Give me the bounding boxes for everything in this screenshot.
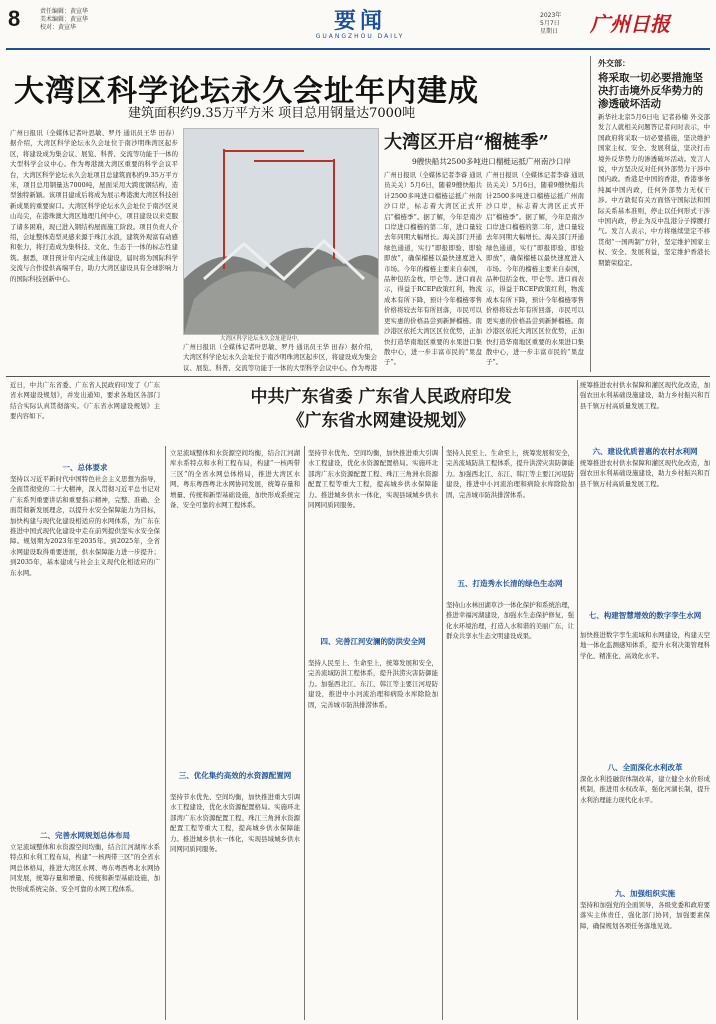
policy-section-body: 立足流域整体和水资源空间均衡，结合江河湖库水系特点和水利工程布局，构建“一核两带三区”的全省水网总体格局，推进大湾区水网、粤东粤西粤北水网协同发展，统筹存量和增量、传统和新型基础设施，加快形成系统完备、安全可靠的水网工程体系。 [10,843,160,893]
policy-section-body: 坚持节水优先、空间均衡，加快推进重大引调水工程建设，优化水资源配置格局。实施环北部湾广东水资源配置工程、珠江三角洲水资源配置工程等重大工程，提高城乡供水保障能力。推进城乡供水一体化，实现县域城乡供水同网同质同服务。 [308,449,438,510]
column-divider [442,446,443,1020]
policy-section-body: 坚持人民至上、生命至上，统筹发展和安全，完善流域防洪工程体系，提升洪涝灾害防御能力。加强西北江、东江、韩江等主要江河堤防建设，推进中小河流治理和病险水库除险加固，完善城市防洪排涝体系。 [308,659,438,709]
policy-section-title: 八、全面深化水利改革 [607,763,683,772]
column-divider [304,446,305,1020]
policy-section-body: 加快推进数字孪生流域和水网建设，构建天空地一体化监测感知体系，提升水利决策管理科学化、精准化、高效化水平。 [580,631,710,660]
policy-section-title: 四、完善江河安澜的防洪安全网 [320,637,426,646]
date-block [540,12,561,36]
newspaper-logo: 广州日报 [590,12,670,36]
policy-section-body: 坚持人民至上、生命至上，统筹发展和安全，完善流域防洪工程体系，提升洪涝灾害防御能力。加强西北江、东江、韩江等主要江河堤防建设，推进中小河流治理和病险水库除险加固，完善城市防洪排涝体系。 [446,449,574,499]
policy-section-body: 坚持山水林田湖草沙一体化保护和系统治理，推进幸福河湖建设，加强水生态保护修复，强化水环境治理，打造人水和谐的美丽广东，让群众共享水生态文明建设成果。 [446,601,574,641]
policy-section-title: 九、加强组织实施 [615,889,675,898]
date-line: 星期日 [540,28,559,35]
editor-line: 责任编辑：黄宣华 [40,8,89,15]
policy-headline-2: 《广东省水网建设规划》 [287,411,475,431]
policy-section-body: 深化水利投融资体制改革，建立健全水价形成机制，推进用水权改革，强化河湖长制，提升水利治理能力现代化水平。 [580,775,710,804]
column-divider [590,56,591,372]
editor-line: 校对：黄宣华 [40,24,77,31]
policy-intro: 近日，中共广东省委、广东省人民政府印发了《广东省水网建设规划》，并发出通知，要求各地区各部门结合实际认真贯彻落实。《广东省水网建设规划》主要内容如下。 [10,381,160,421]
policy-section-title: 二、完善水网规划总体布局 [40,831,130,840]
lead-photo [183,128,379,335]
construction-photo-art [184,129,378,334]
header-rule [6,48,710,50]
column-divider [165,446,166,1020]
date-line: 2023年 [540,12,562,19]
policy-section-title: 三、优化集约高效的水资源配置网 [178,771,292,780]
section-divider [6,376,710,377]
policy-headline-1: 中共广东省委 广东省人民政府印发 [250,387,512,407]
policy-section-body: 坚持节水优先、空间均衡，加快推进重大引调水工程建设，优化水资源配置格局。实施环北部湾广东水资源配置工程、珠江三角洲水资源配置工程等重大工程，提高城乡供水保障能力。推进城乡供水一体化，实现县域城乡供水同网同质同服务。 [170,793,300,854]
policy-section-body: 统筹推进农村供水保障和灌区现代化改造，加强农田水利基础设施建设，助力乡村振兴和百县千镇万村高质量发展工程。 [580,459,710,488]
section-subtitle: GUANGZHOU DAILY [315,33,405,40]
policy-section-body: 坚持和加强党的全面领导，各级党委和政府要落实主体责任，强化部门协同，加强要素保障，确保规划各项任务落地见效。 [580,901,710,930]
lead-subhead: 建筑面积约9.35万平方米 项目总用钢量达7000吨 [128,106,416,121]
section-title: 要闻 [333,8,386,34]
feature-body-col2: 广州日报讯（全媒体记者李睿 通讯员关关）5月6日，随着9艘快船共计2500多吨进口榴梿运抵广州南沙口岸，标志着大湾区正式开启“榴梿季”。据了解，今年是南沙口岸进口榴梿的第二年，进口量较去年同期大幅增长。海关部门开通绿色通道，实行“即报即验、即验即放”，确保榴梿以最快速度进入市场。今年的榴梿主要来自泰国，品种包括金枕、甲仑等。进口商表示，得益于RCEP政策红利，物流成本有所下降，预计今年榴梿零售价格将较去年有所回落，市民可以更实惠的价格品尝到新鲜榴梿。南沙港区依托大湾区区位优势，正加快打造华南地区重要的水果进口集散中心，进一步丰富市民的“果盘子”。 [486,171,584,367]
policy-section-body: 立足流域整体和水资源空间均衡，结合江河湖库水系特点和水利工程布局，构建“一核两带三区”的全省水网总体格局，推进大湾区水网、粤东粤西粤北水网协同发展，统筹存量和增量、传统和新型基础设施，加快形成系统完备、安全可靠的水网工程体系。 [170,449,300,510]
date-line: 5月7日 [540,20,560,27]
feature-headline: 大湾区开启“榴梿季” [384,132,549,153]
column-divider [577,380,578,1020]
policy-section-title: 七、构建智慧增效的数字孪生水网 [588,611,702,620]
lead-body-col2: 广州日报讯（全媒体记者叶思敏、罗丹 通讯员王华 田春）据介绍，大湾区科学论坛永久会址位于南沙明珠湾区起步区，将建设成为集会议、展览、科普、交流等功能于一体的大型科学会议中心。作为粤港 [183,343,377,372]
lead-photo-caption: 大湾区科学论坛永久会址建设中。 [220,336,303,342]
feature-subhead: 9艘快船共2500多吨进口榴梿运抵广州南沙口岸 [412,157,571,166]
sidebar-body: 新华社北京5月6日电 记者孙楠 外交部发言人就相关问题答记者问时表示，中国政府将采取一切必要措施，坚决维护国家主权、安全、发展利益，坚决打击境外反华势力的渗透破坏活动。发言人说，中方坚决反对任何外部势力干涉中国内政。香港是中国的香港，香港事务纯属中国内政，任何外部势力无权干涉。中方敦促有关方面恪守国际法和国际关系基本准则，停止以任何形式干涉中国内政，停止为反中乱港分子撑腰打气。发言人表示，中方将继续坚定不移贯彻“一国两制”方针，坚定维护国家主权、安全、发展利益，坚定维护香港长期繁荣稳定。 [598,113,710,267]
lead-headline: 大湾区科学论坛永久会址年内建成 [14,74,479,109]
policy-section-title: 六、建设优质普惠的农村水利网 [592,447,698,456]
page-number: 8 [8,6,21,31]
sidebar-headline: 将采取一切必要措施坚决打击境外反华势力的渗透破坏活动 [598,72,703,110]
feature-body-col1: 广州日报讯（全媒体记者李睿 通讯员关关）5月6日，随着9艘快船共计2500多吨进口榴梿运抵广州南沙口岸，标志着大湾区正式开启“榴梿季”。据了解，今年是南沙口岸进口榴梿的第二年，进口量较去年同期大幅增长。海关部门开通绿色通道，实行“即报即验、即验即放”，确保榴梿以最快速度进入市场。今年的榴梿主要来自泰国，品种包括金枕、甲仑等。进口商表示，得益于RCEP政策红利，物流成本有所下降，预计今年榴梿零售价格将较去年有所回落，市民可以更实惠的价格品尝到新鲜榴梿。南沙港区依托大湾区区位优势，正加快打造华南地区重要的水果进口集散中心，进一步丰富市民的“果盘子”。 [384,171,482,367]
section-header [280,4,440,40]
lead-body-col1: 广州日报讯（全媒体记者叶思敏、罗丹 通讯员王华 田春）据介绍，大湾区科学论坛永久会址位于南沙明珠湾区起步区，将建设成为集会议、展览、科普、交流等功能于一体的大型科学会议中心。作为粤港澳大湾区重要的科学会议平台，大湾区科学论坛永久会址项目总建筑面积约9.35万平方米，项目总用钢量达7000吨，屋面采用大跨度钢结构，造型独特新颖。该项目建成后将成为展示粤港澳大湾区科技创新成果的重要窗口。大湾区科学论坛永久会址位于南沙区灵山岛尖，在港珠澳大湾区地理几何中心，项目建设以来克服了诸多困难，现已进入钢结构屋面施工阶段。项目负责人介绍，会址整体造型灵感来源于珠江水浪，建筑外观富有动感和张力，将打造成为集科技、文化、生态于一体的标志性建筑。据悉，项目预计年内完成主体建设，届时将为国际科学交流与合作提供高端平台，助力大湾区建设具有全球影响力的国际科技创新中心。 [10,129,178,283]
policy-section-title: 一、总体要求 [62,463,108,472]
policy-section-body: 统筹推进农村供水保障和灌区现代化改造，加强农田水利基础设施建设，助力乡村振兴和百县千镇万村高质量发展工程。 [580,381,710,410]
editor-line: 美术编辑：黄宣华 [40,16,89,23]
editor-info [40,8,120,32]
policy-section-body: 坚持以习近平新时代中国特色社会主义思想为指导，全面贯彻党的二十大精神，深入贯彻习近平总书记对广东系列重要讲话和重要指示精神，完整、准确、全面贯彻新发展理念，以提升水安全保障能力为目标，加快构建与现代化建设相适应的水网体系，为广东在推进中国式现代化建设中走在前列提供坚实水安全保障。规划期为2023年至2035年。到2025年，全省水网建设取得重要进展，供水保障能力进一步提升；到2035年，基本建成与社会主义现代化相适应的广东水网。 [10,475,160,577]
policy-section-title: 五、打造秀水长清的绿色生态网 [457,579,563,588]
sidebar-label: 外交部： [598,58,630,68]
